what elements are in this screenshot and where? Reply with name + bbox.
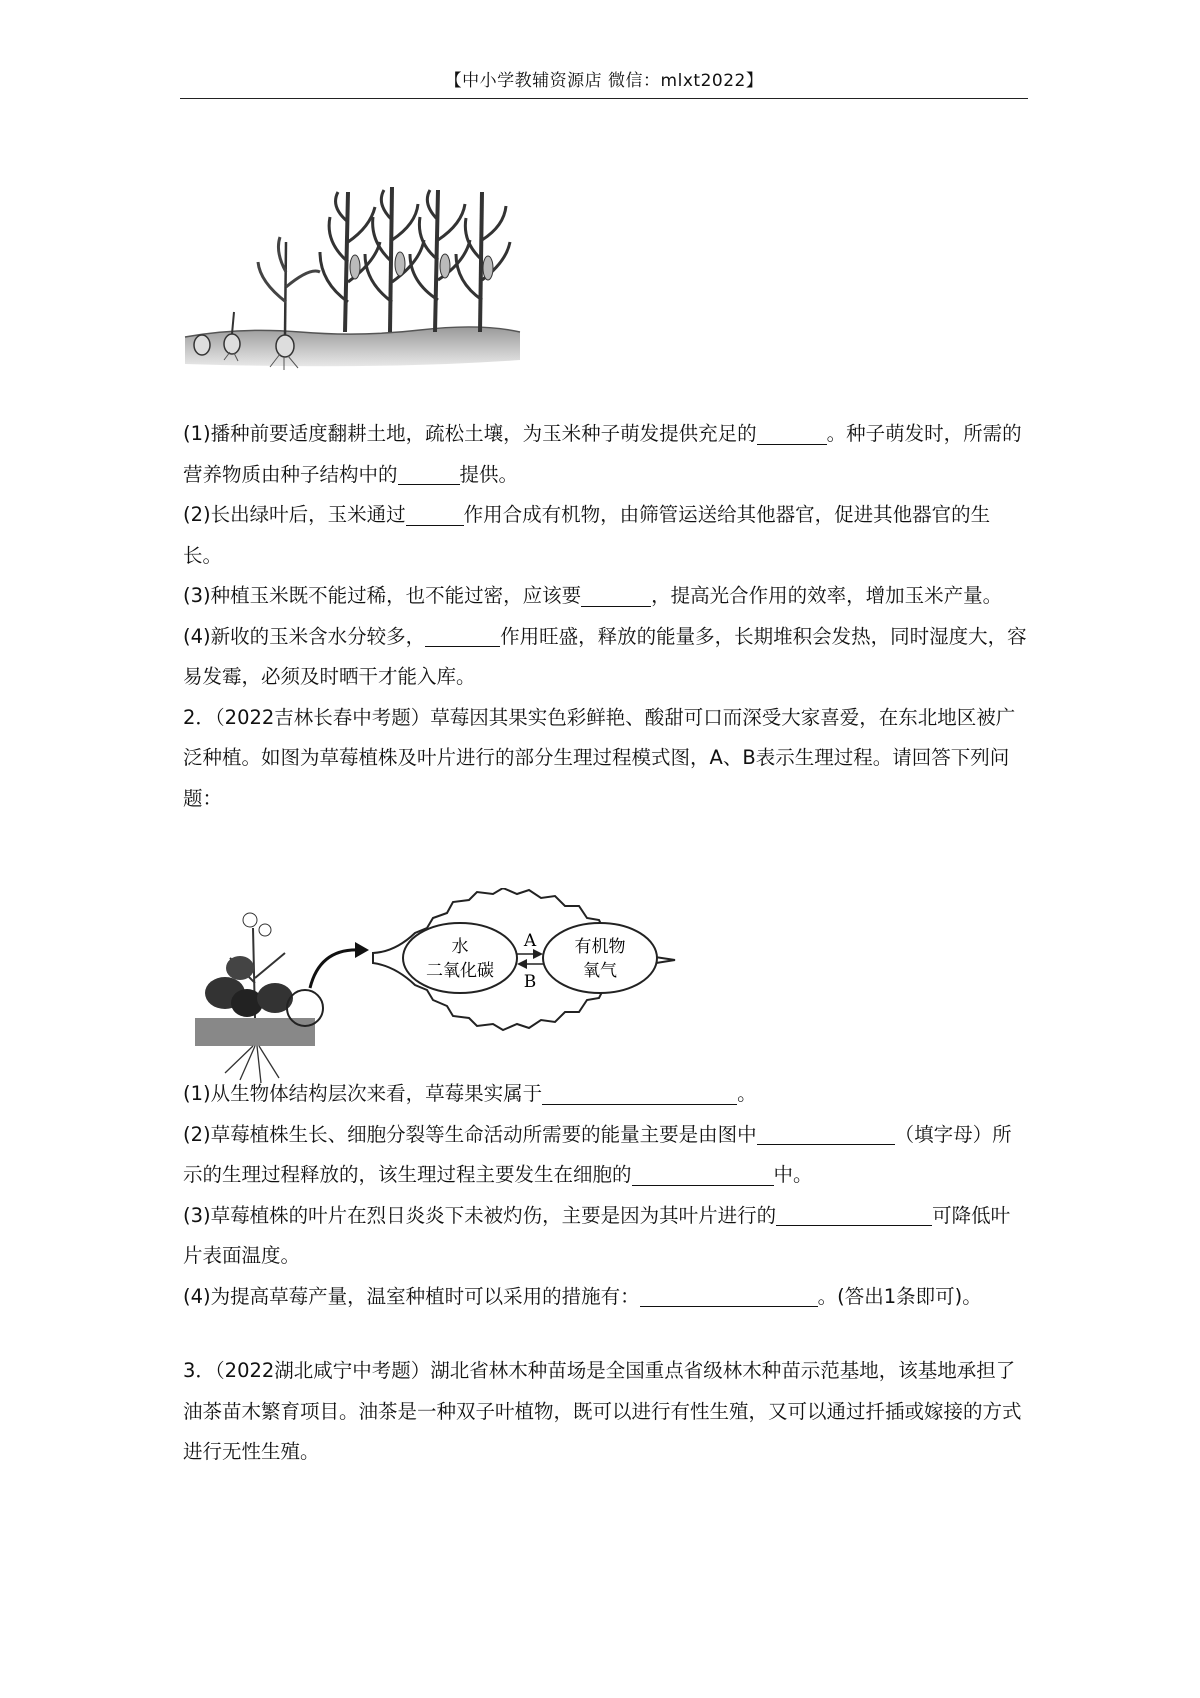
q1-part1: (1)播种前要适度翻耕土地，疏松土壤，为玉米种子萌发提供充足的 。种子萌发时，所需的营养物质由种子结构中的 提供。 [183,422,1022,486]
q2-part2: (2)草莓植株生长、细胞分裂等生命活动所需要的能量主要是由图中 （填字母）所示的生理过程释放的，该生理过程主要发生在细胞的 中。 [183,1122,1012,1186]
answer-blank [581,585,651,606]
corn-growth-figure [180,182,525,372]
q1-part4: (4)新收的玉米含水分较多， 作用旺盛，释放的能量多，长期堆积会发热，同时湿度大，容易发霉，必须及时晒干才能入库。 [183,624,1027,688]
right-circle-organic: 有机物 [574,937,626,957]
answer-blank [425,626,500,647]
left-circle-co2: 二氧化碳 [426,961,494,981]
answer-blank [406,504,464,525]
page-header: 【中小学教辅资源店 微信：mlxt2022】 [444,71,764,91]
document-body [183,414,1028,1473]
answer-blank [398,464,460,485]
arrow-label-b: B [523,972,537,992]
right-circle-oxygen: 氧气 [583,961,617,981]
q1-part2: (2)长出绿叶后，玉米通过 作用合成有机物，由筛管运送给其他器官，促进其他器官的生长。 [183,503,991,567]
answer-blank [757,423,827,444]
header-rule [180,98,1028,99]
answer-blank [757,1124,895,1145]
q2-intro: 2．（2022吉林长春中考题）草莓因其果实色彩鲜艳、酸甜可口而深受大家喜爱，在东北地区被广泛种植。如图为草莓植株及叶片进行的部分生理过程模式图，A、B表示生理过程。请回答下列问题： [183,705,1016,810]
left-circle-water: 水 [451,937,469,957]
arrow-label-a: A [523,931,537,951]
q3-intro: 3．（2022湖北咸宁中考题）湖北省林木种苗场是全国重点省级林木种苗示范基地，该基地承担了油茶苗木繁育项目。油茶是一种双子叶植物，既可以进行有性生殖，又可以通过扦插或嫁接的方式进行无性生殖。 [183,1359,1022,1463]
answer-blank [640,1286,818,1307]
answer-blank [542,1083,737,1104]
q2-part1: (1)从生物体结构层次来看，草莓果实属于 。 [183,1082,757,1105]
q1-part3: (3)种植玉米既不能过稀，也不能过密，应该要 ，提高光合作用的效率，增加玉米产量。 [183,584,1003,607]
q2-part4: (4)为提高草莓产量，温室种植时可以采用的措施有： 。(答出1条即可)。 [183,1284,982,1308]
answer-blank [632,1164,774,1185]
answer-blank [776,1205,932,1226]
q2-part3: (3)草莓植株的叶片在烈日炎炎下未被灼伤，主要是因为其叶片进行的 可降低叶片表面温度。 [183,1203,1011,1267]
